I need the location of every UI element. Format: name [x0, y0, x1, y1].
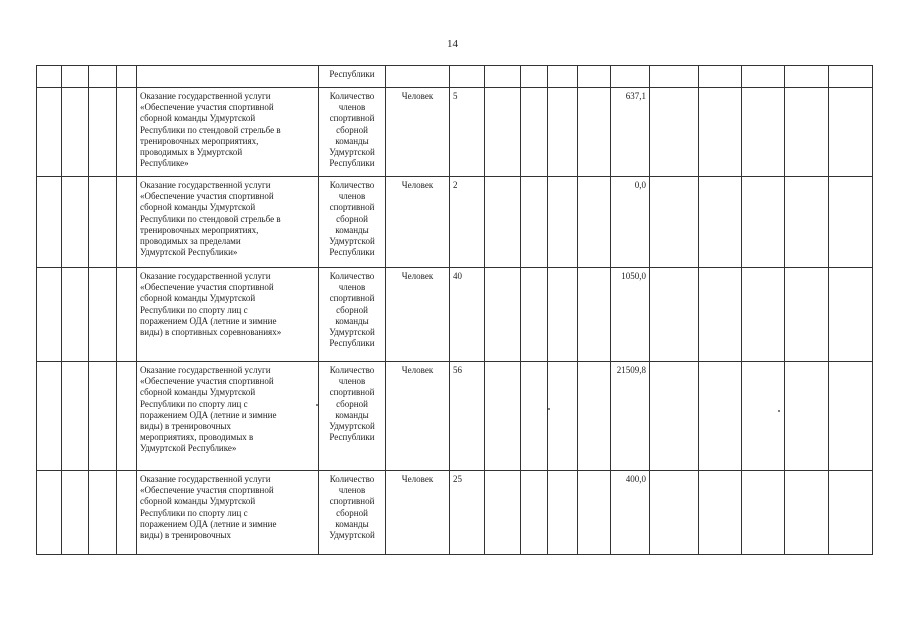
table-row: [37, 362, 873, 471]
unit-cell: Человек: [386, 471, 450, 555]
service-name-cell: Оказание государственной услуги «Обеспечение участия спортивной сборной команды Удмуртской Республики по спорту лиц с поражением ОДА (летние и зимние виды) в тренировочных: [137, 471, 319, 555]
page-number: 14: [447, 38, 458, 50]
amount-cell: 1050,0: [611, 268, 650, 362]
unit-cell: Человек: [386, 268, 450, 362]
indicator-cell: Количество членов спортивной сборной команды Удмуртской Республики: [319, 268, 386, 362]
value-cell: 2: [450, 177, 485, 268]
indicator-cell: Количество членов спортивной сборной команды Удмуртской Республики: [319, 362, 386, 471]
amount-cell: 0,0: [611, 177, 650, 268]
value-cell: 5: [450, 88, 485, 177]
table-row: [37, 471, 873, 555]
value-cell: 25: [450, 471, 485, 555]
value-cell: 40: [450, 268, 485, 362]
data-table: [36, 65, 873, 555]
table-row: [37, 177, 873, 268]
amount-cell: 637,1: [611, 88, 650, 177]
table-row: [37, 66, 873, 88]
table-row: [37, 268, 873, 362]
scan-speck: [548, 408, 550, 410]
amount-cell: 21509,8: [611, 362, 650, 471]
value-cell: 56: [450, 362, 485, 471]
table-row: [37, 88, 873, 177]
service-name-cell: Оказание государственной услуги «Обеспечение участия спортивной сборной команды Удмуртской Республики по стендовой стрельбе в тренировочных мероприятиях, проводимых в Удмуртской Республике»: [137, 88, 319, 177]
indicator-cell: Количество членов спортивной сборной команды Удмуртской: [319, 471, 386, 555]
service-name-cell: Оказание государственной услуги «Обеспечение участия спортивной сборной команды Удмуртской Республики по спорту лиц с поражением ОДА (летние и зимние виды) в тренировочных мероприятиях, проводимых в Удмуртской Республике»: [137, 362, 319, 471]
unit-cell: Человек: [386, 88, 450, 177]
indicator-cell: Количество членов спортивной сборной команды Удмуртской Республики: [319, 88, 386, 177]
amount-cell: 400,0: [611, 471, 650, 555]
scan-speck: [778, 410, 780, 412]
service-name-cell: Оказание государственной услуги «Обеспечение участия спортивной сборной команды Удмуртской Республики по стендовой стрельбе в тренировочных мероприятиях, проводимых за пределами Удмуртской Республики»: [137, 177, 319, 268]
unit-cell: Человек: [386, 177, 450, 268]
service-name-cell: Оказание государственной услуги «Обеспечение участия спортивной сборной команды Удмуртской Республики по спорту лиц с поражением ОДА (летние и зимние виды) в спортивных соревнованиях»: [137, 268, 319, 362]
indicator-cell: Республики: [319, 66, 386, 88]
unit-cell: Человек: [386, 362, 450, 471]
scan-speck: [316, 404, 318, 406]
indicator-cell: Количество членов спортивной сборной команды Удмуртской Республики: [319, 177, 386, 268]
